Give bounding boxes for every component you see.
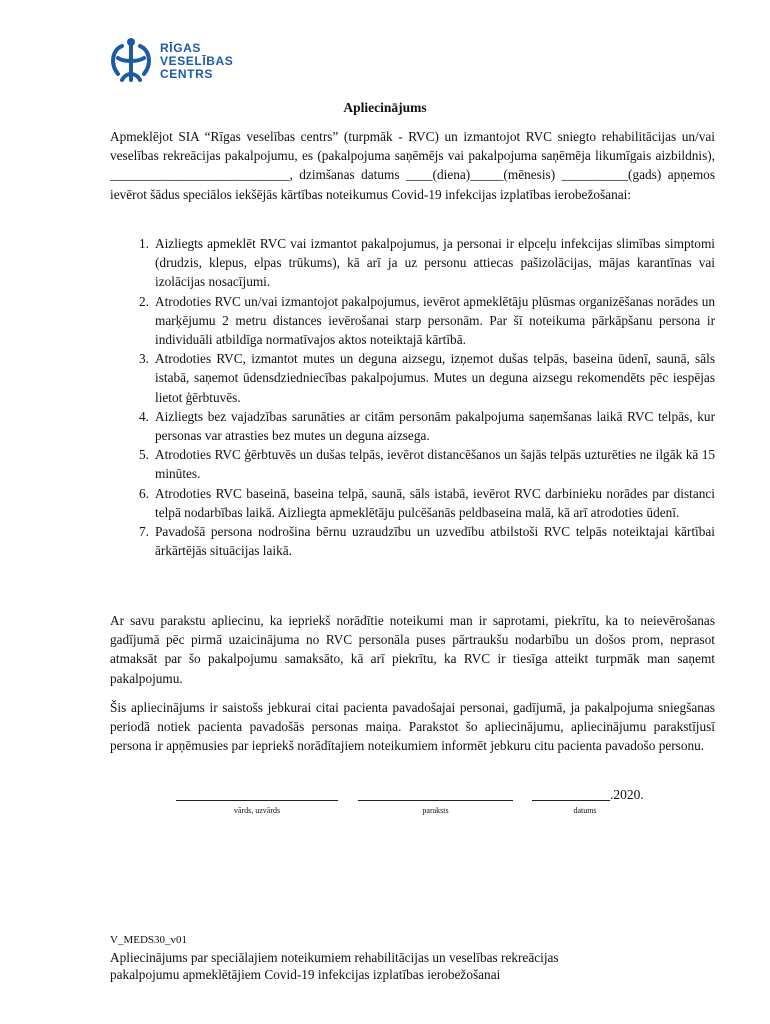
- rvc-logo: [108, 36, 233, 86]
- list-text: Atrodoties RVC baseinā, baseina telpā, saunā, sāls istabā, ievērot RVC darbinieku norādes par distanci telpā nodarbības laikā. Aizliegta apmeklētāju pulcēšanās peldbaseina malā, kā arī atrodoties ūdenī.: [155, 485, 715, 520]
- logo-line-2: VESELĪBAS: [160, 53, 234, 68]
- list-item: [110, 292, 715, 350]
- list-item: [110, 445, 715, 483]
- list-text: Atrodoties RVC ģērbtuvēs un dušas telpās, ievērot distancēšanos un šajās telpās uzturēties ne ilgāk kā 15 minūtes.: [155, 447, 715, 482]
- list-text: Atrodoties RVC, izmantot mutes un deguna aizsegu, izņemot dušas telpās, baseina ūdenī, saunā, sāls istabā, saņemot ūdensdziedniecības pakalpojumus. Mutes un deguna aizsegu rekomendēts pēc iespējas lietot ģērbtuvēs.: [155, 351, 715, 405]
- list-text: Aizliegts bez vajadzības sarunāties ar citām personām pakalpojuma saņemšanas laikā RVC telpās, kur personas var atrasties bez mutes un deguna aizsega.: [155, 408, 715, 444]
- list-number: 7.: [139, 524, 149, 540]
- intro-paragraph: Apmeklējot SIA “Rīgas veselības centrs” (turpmāk - RVC) un izmantojot RVC sniegto rehabilitācijas un/vai veselības rekreācijas pakalpojumu, es (pakalpojuma saņēmējs vai pakalpojuma saņēmēja likumīgais aizbildnis), ___________________________, dzimšanas datums ____(diena)_____(mēnesis) __________(gads) apņemos ievērot šādus speciālos iekšējās kārtības noteikumus Covid-19 infekcijas izplatības ierobežošanai:: [110, 129, 715, 202]
- list-item: [110, 234, 715, 292]
- list-number: 4.: [139, 408, 149, 424]
- list-item: [110, 407, 715, 445]
- list-number: 6.: [139, 485, 149, 501]
- logo-line-3: CENTRS: [160, 66, 213, 81]
- list-number: 5.: [139, 447, 149, 463]
- sign-caption: paraksts: [422, 806, 449, 815]
- document-code: V_MEDS30_v01: [110, 934, 188, 946]
- sign-signature-line[interactable]: [358, 786, 513, 801]
- list-item: [110, 522, 715, 560]
- date-caption: datums: [573, 806, 597, 815]
- name-signature-line[interactable]: [176, 786, 338, 801]
- list-item: [110, 349, 715, 407]
- list-text: Aizliegts apmeklēt RVC vai izmantot pakalpojumus, ja personai ir elpceļu infekcijas slimības simptomi (drudzis, klepus, elpas trūkums), kā arī ja uz personu attiecas pašizolācijas, mājas karantīnas vai izolācijas nosacījumi.: [155, 236, 715, 290]
- date-signature-line[interactable]: [532, 786, 610, 801]
- list-number: 1.: [139, 236, 149, 251]
- name-caption: vārds, uzvārds: [233, 806, 281, 815]
- list-text: Pavadošā persona nodrošina bērnu uzraudzību un uzvedību atbilstoši RVC telpās noteiktajai kārtībai ārkārtējās situācijas laikā.: [155, 524, 715, 559]
- footer-description-line-2: pakalpojumu apmeklētājiem Covid-19 infekcijas izplatības ierobežošanai: [110, 967, 501, 982]
- document-footer: [110, 934, 559, 983]
- year-suffix: .2020.: [610, 787, 644, 802]
- list-number: 2.: [139, 293, 149, 309]
- binding-paragraph: Šis apliecinājums ir saistošs jebkurai citai pacienta pavadošajai personai, gadījumā, ja pakalpojuma sniegšanas periodā notiek pacienta pavadošās personas maiņa. Parakstot šo apliecinājumu, apliecinājumu parakstījusī persona ir apņēmusies par iepriekš norādītajiem noteikumiem informēt jebkuru citu pacienta pavadošo personu.: [110, 700, 715, 754]
- logo-line-1: RĪGAS: [160, 40, 202, 55]
- rvc-emblem-icon: [108, 36, 154, 86]
- logo-wordmark: [160, 42, 233, 81]
- list-number: 3.: [139, 351, 149, 367]
- list-text: Atrodoties RVC un/vai izmantojot pakalpojumus, ievērot apmeklētāju plūsmas organizēšanas norādes un marķējumu 2 metru distances ievērošanai starp personām. Par šī noteikuma pārkāpšanu persona ir individuāli atbildīga normatīvajos aktos noteiktajā kārtībā.: [155, 293, 715, 348]
- footer-description-line-1: Apliecinājums par speciālajiem noteikumiem rehabilitācijas un veselības rekreācijas: [110, 950, 559, 965]
- document-title: Apliecinājums: [343, 100, 427, 115]
- rules-list: [110, 234, 715, 560]
- list-item: [110, 484, 715, 522]
- consent-paragraph: Ar savu parakstu apliecinu, ka iepriekš norādītie noteikumi man ir saprotami, piekrītu, ka to neievērošanas gadījumā pēc pirmā uzaicinājuma no RVC personāla puses pārtraukšu nodarbību un došos prom, neprasot atmaksāt par šo pakalpojumu samaksāto, kā arī piekrītu, ka RVC ir tiesīga atteikt turpmāk man saņemt pakalpojumu.: [110, 613, 715, 686]
